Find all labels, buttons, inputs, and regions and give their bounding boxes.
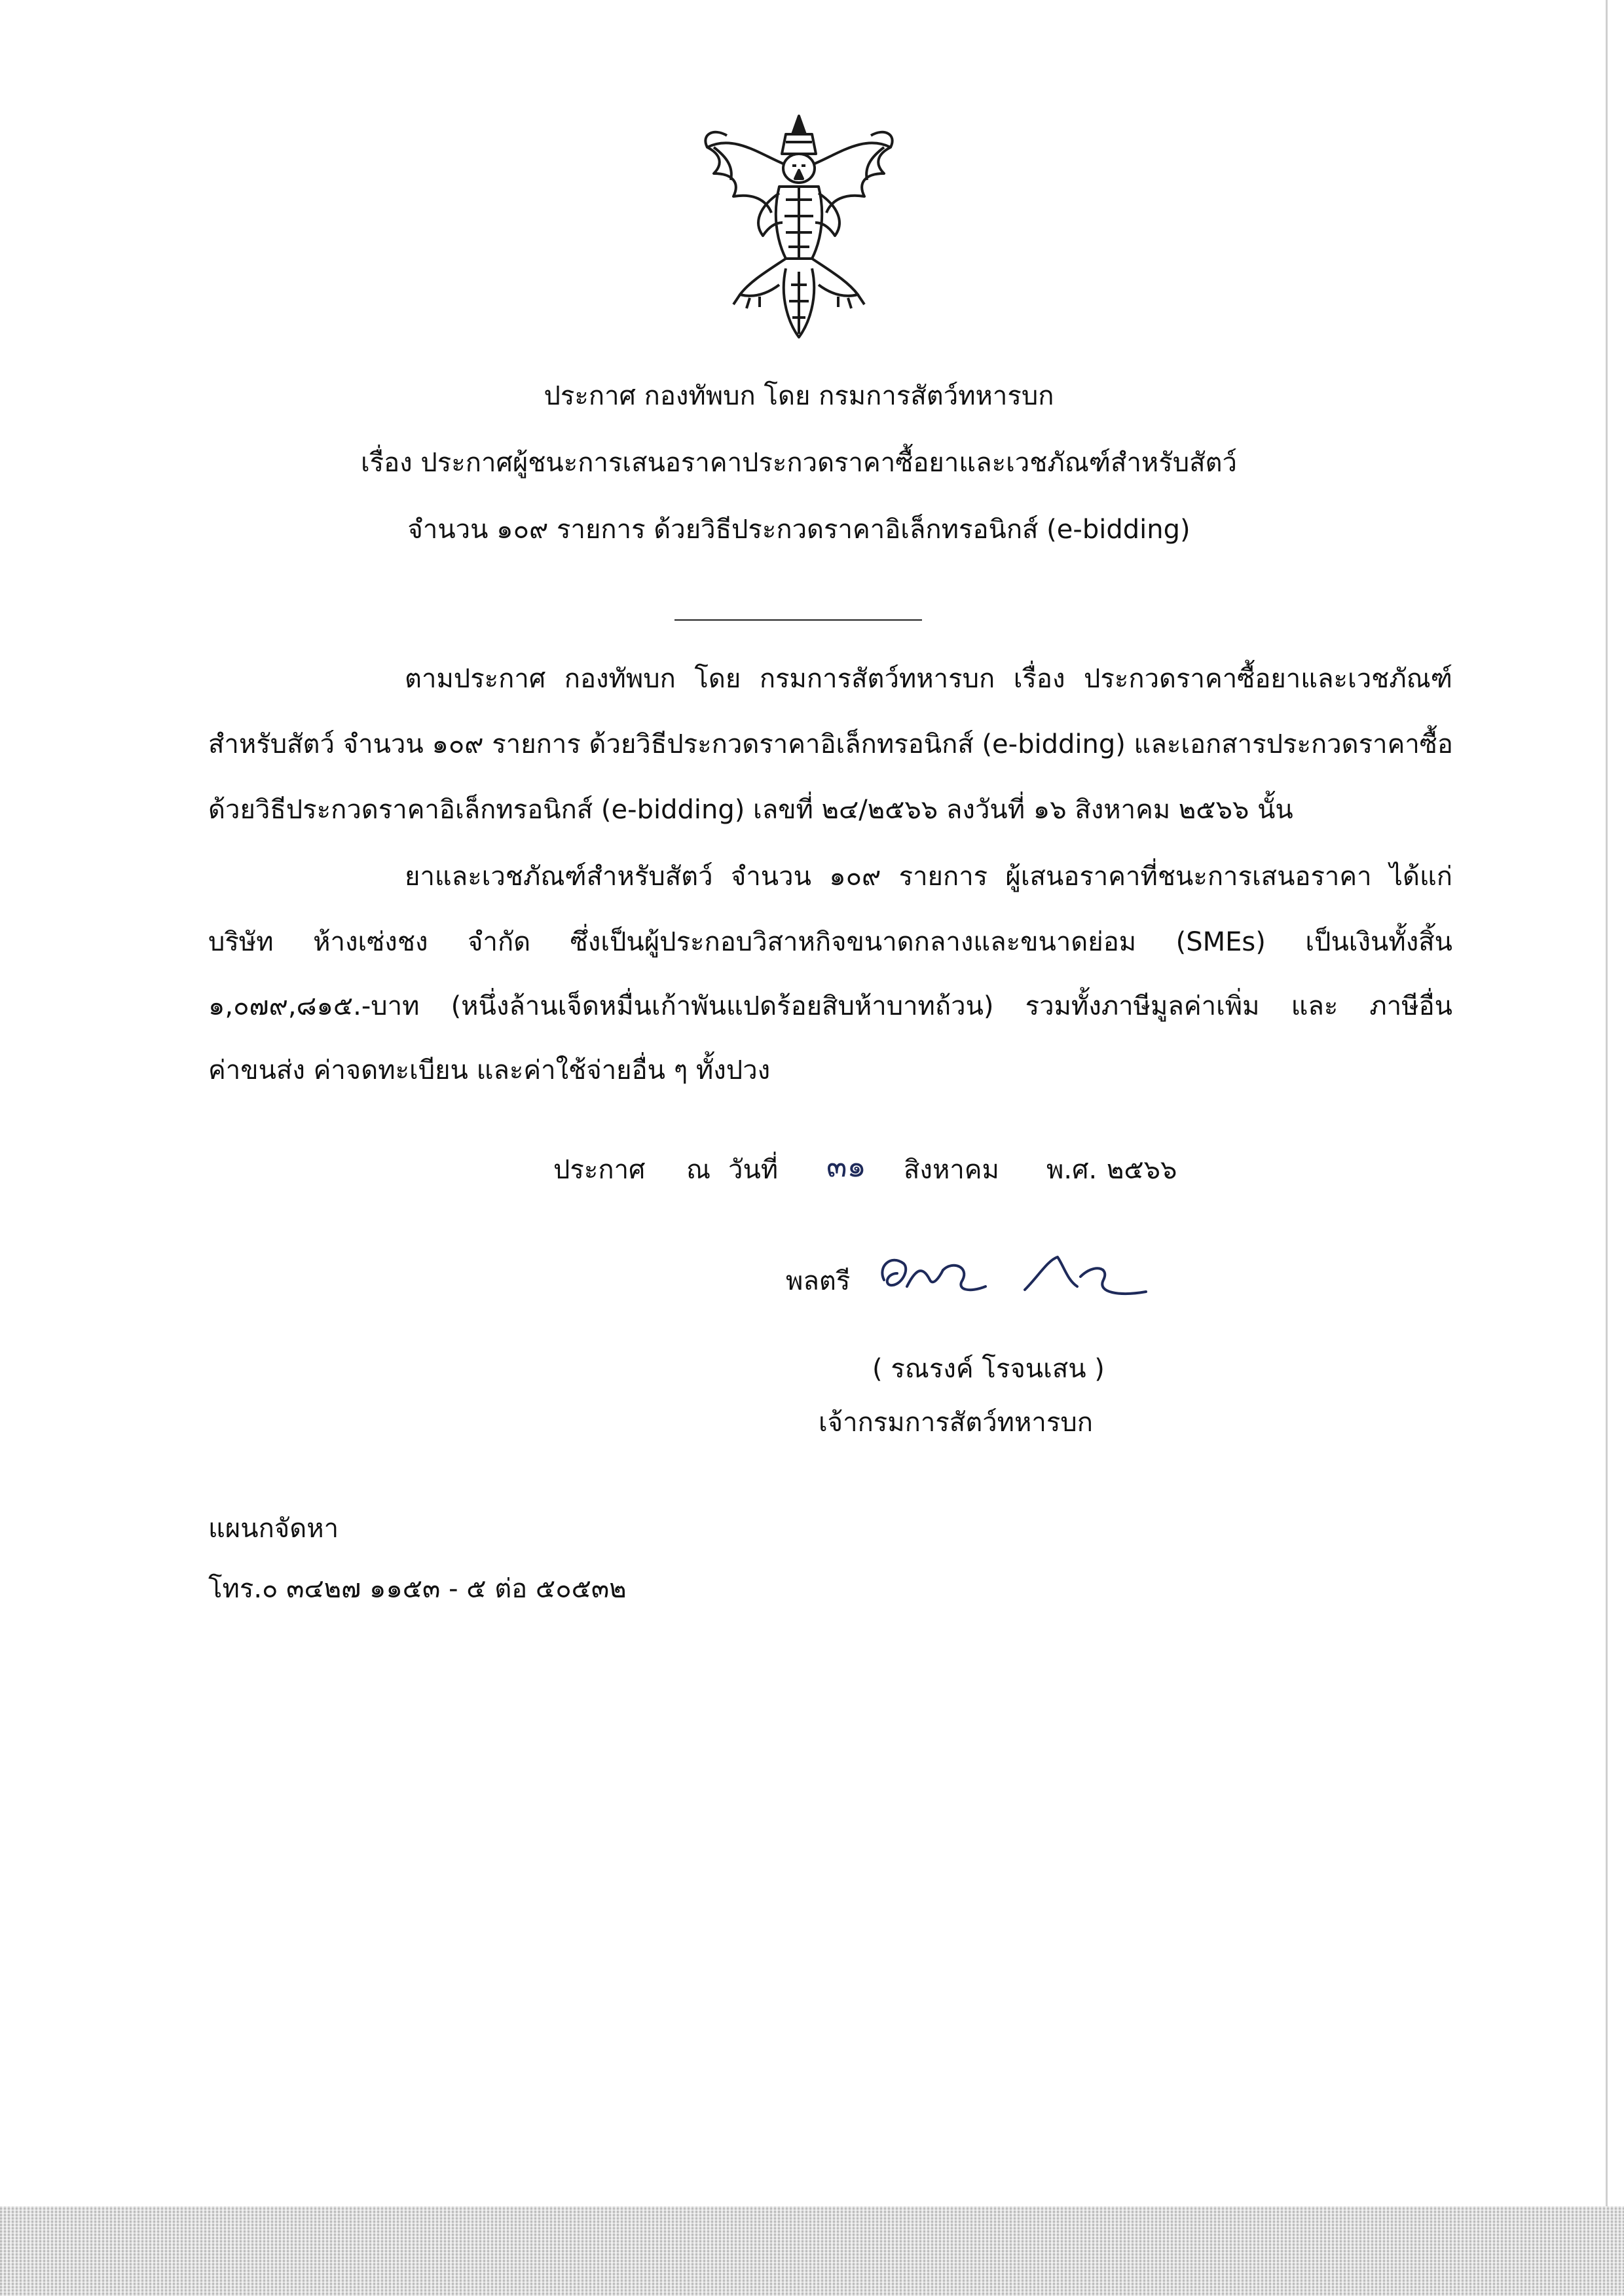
signatory-name: ( รณรงค์ โรจนเสน ) [872, 1354, 1105, 1384]
header-subject: เรื่อง ประกาศผู้ชนะการเสนอราคาประกวดราคาซื้อยาและเวชภัณฑ์สำหรับสัตว์ [360, 448, 1237, 478]
header-line-1: ประกาศ กองทัพบก โดย กรมการสัตว์ทหารบก [544, 381, 1054, 411]
dateline-prefix: ประกาศ [553, 1155, 646, 1185]
paragraph-2-line-2: บริษัท ห้างเซ่งชง จำกัด ซึ่งเป็นผู้ประกอบวิสาหกิจขนาดกลางและขนาดย่อม (SMEs) เป็นเงินทั้งสิ้น [208, 927, 1452, 957]
signature-rank: พลตรี [786, 1266, 851, 1296]
dateline-year: ๒๕๖๖ [1107, 1155, 1177, 1185]
paragraph-2-line-4: ค่าขนส่ง ค่าจดทะเบียน และค่าใช้จ่ายอื่น ๆ ทั้งปวง [208, 1055, 771, 1085]
header-divider [674, 619, 922, 621]
garuda-emblem-icon [688, 108, 910, 350]
dateline-day-handwritten: ๓๑ [826, 1148, 866, 1184]
department-label: แผนกจัดหา [208, 1514, 339, 1544]
dateline-era: พ.ศ. [1046, 1155, 1098, 1185]
phone-contact: โทร.๐ ๓๔๒๗ ๑๑๕๓ - ๕ ต่อ ๕๐๕๓๒ [208, 1574, 627, 1604]
paragraph-2-line-1: ยาและเวชภัณฑ์สำหรับสัตว์ จำนวน ๑๐๙ รายการ ผู้เสนอราคาที่ชนะการเสนอราคา ได้แก่ [405, 862, 1452, 892]
dateline-day-label: วันที่ [728, 1155, 779, 1185]
signatory-title: เจ้ากรมการสัตว์ทหารบก [819, 1408, 1093, 1438]
handwritten-signature [871, 1241, 1185, 1313]
header-line-3: จำนวน ๑๐๙ รายการ ด้วยวิธีประกวดราคาอิเล็กทรอนิกส์ (e-bidding) [407, 515, 1190, 545]
paragraph-2-line-3: ๑,๐๗๙,๘๑๕.-บาท (หนึ่งล้านเจ็ดหมื่นเก้าพันแปดร้อยสิบห้าบาทถ้วน) รวมทั้งภาษีมูลค่าเพิ่ม และ ภาษีอื่น [208, 991, 1452, 1021]
paragraph-1-line-2: สำหรับสัตว์ จำนวน ๑๐๙ รายการ ด้วยวิธีประกวดราคาอิเล็กทรอนิกส์ (e-bidding) และเอกสารประกวดราคาซื้อ [208, 729, 1453, 759]
paragraph-1-line-1: ตามประกาศ กองทัพบก โดย กรมการสัตว์ทหารบก เรื่อง ประกวดราคาซื้อยาและเวชภัณฑ์ [405, 664, 1452, 694]
scanner-edge-band [0, 2206, 1624, 2296]
dateline-month: สิงหาคม [904, 1155, 999, 1185]
paragraph-1-line-3: ด้วยวิธีประกวดราคาอิเล็กทรอนิกส์ (e-bidding) เลขที่ ๒๔/๒๕๖๖ ลงวันที่ ๑๖ สิงหาคม ๒๕๖๖ นั้น [208, 795, 1293, 825]
page-edge [1606, 0, 1608, 2296]
dateline-at: ณ [686, 1155, 711, 1185]
